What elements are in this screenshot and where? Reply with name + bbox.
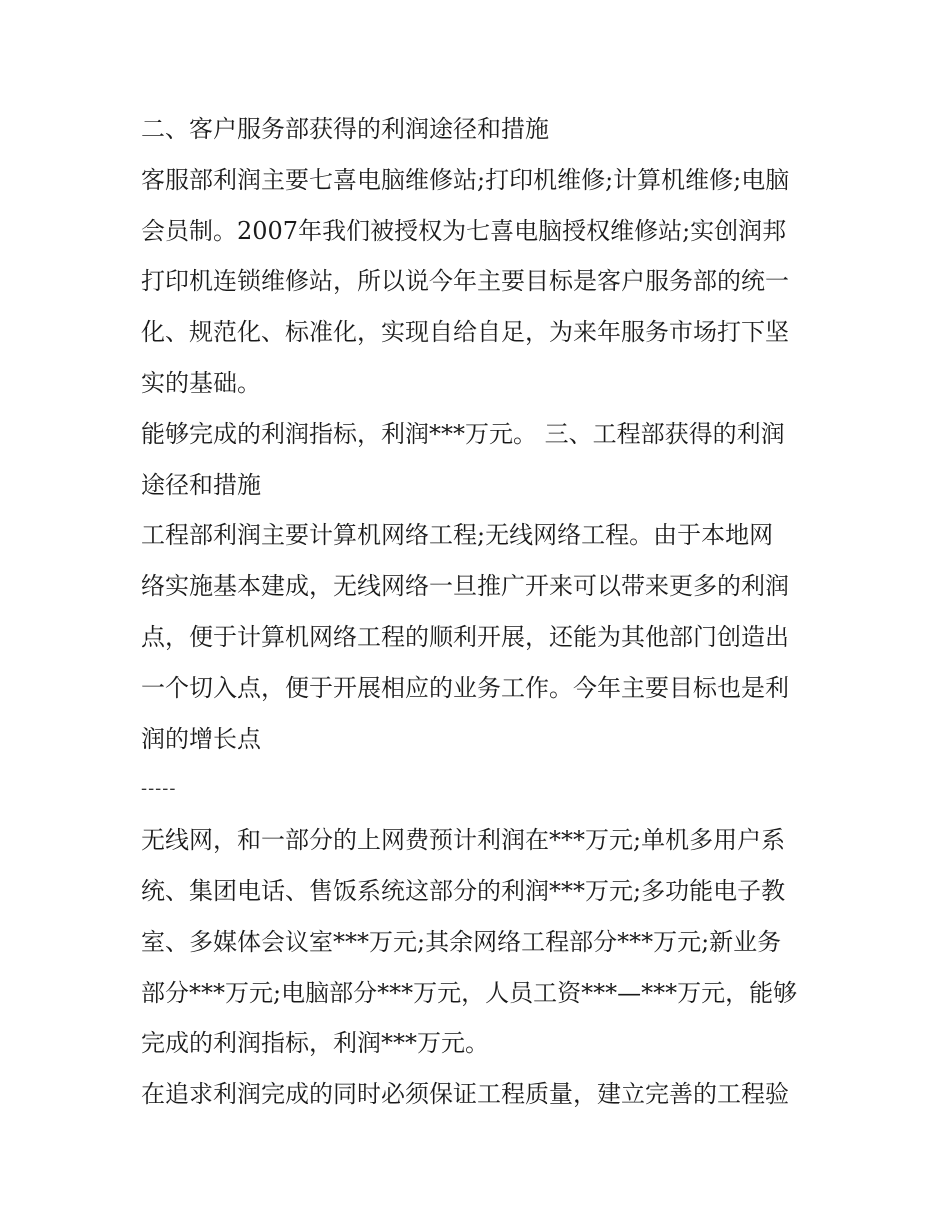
paragraph-line: 部分***万元;电脑部分***万元，人员工资***—***万元，能够 xyxy=(141,978,798,1007)
paragraph-line: 在追求利润完成的同时必须保证工程质量，建立完善的工程验 xyxy=(141,1080,789,1109)
paragraph-line: 途径和措施 xyxy=(141,470,261,499)
paragraph-line: 一个切入点，便于开展相应的业务工作。今年主要目标也是利 xyxy=(141,673,789,702)
paragraph-line: 润的增长点 xyxy=(141,724,261,753)
paragraph-line: 客服部利润主要七喜电脑维修站;打印机维修;计算机维修;电脑 xyxy=(141,165,790,194)
paragraph-line: 无线网，和一部分的上网费预计利润在***万元;单机多用户系 xyxy=(141,826,786,855)
heading-customer-service-profit: 二、客户服务部获得的利润途径和措施 xyxy=(141,115,549,143)
paragraph-line: 室、多媒体会议室***万元;其余网络工程部分***万元;新业务 xyxy=(141,927,782,956)
paragraph-line: 会员制。2007年我们被授权为七喜电脑授权维修站;实创润邦 xyxy=(141,216,787,245)
paragraph-line: 统、集团电话、售饭系统这部分的利润***万元;多功能电子教 xyxy=(141,876,786,905)
paragraph-line: 工程部利润主要计算机网络工程;无线网络工程。由于本地网 xyxy=(141,521,774,550)
paragraph-line: 打印机连锁维修站，所以说今年主要目标是客户服务部的统一 xyxy=(141,267,789,296)
separator-dashes: ----- xyxy=(141,778,177,800)
paragraph-line: 实的基础。 xyxy=(141,368,261,397)
document-body xyxy=(141,104,821,1120)
paragraph-line: 点，便于计算机网络工程的顺利开展，还能为其他部门创造出 xyxy=(141,622,789,651)
paragraph-line: 化、规范化、标准化，实现自给自足，为来年服务市场打下坚 xyxy=(141,318,789,347)
paragraph-line: 完成的利润指标，利润***万元。 xyxy=(141,1029,489,1058)
paragraph-line: 能够完成的利润指标，利润***万元。 三、工程部获得的利润 xyxy=(141,419,785,448)
paragraph-line: 络实施基本建成，无线网络一旦推广开来可以带来更多的利润 xyxy=(141,572,789,601)
